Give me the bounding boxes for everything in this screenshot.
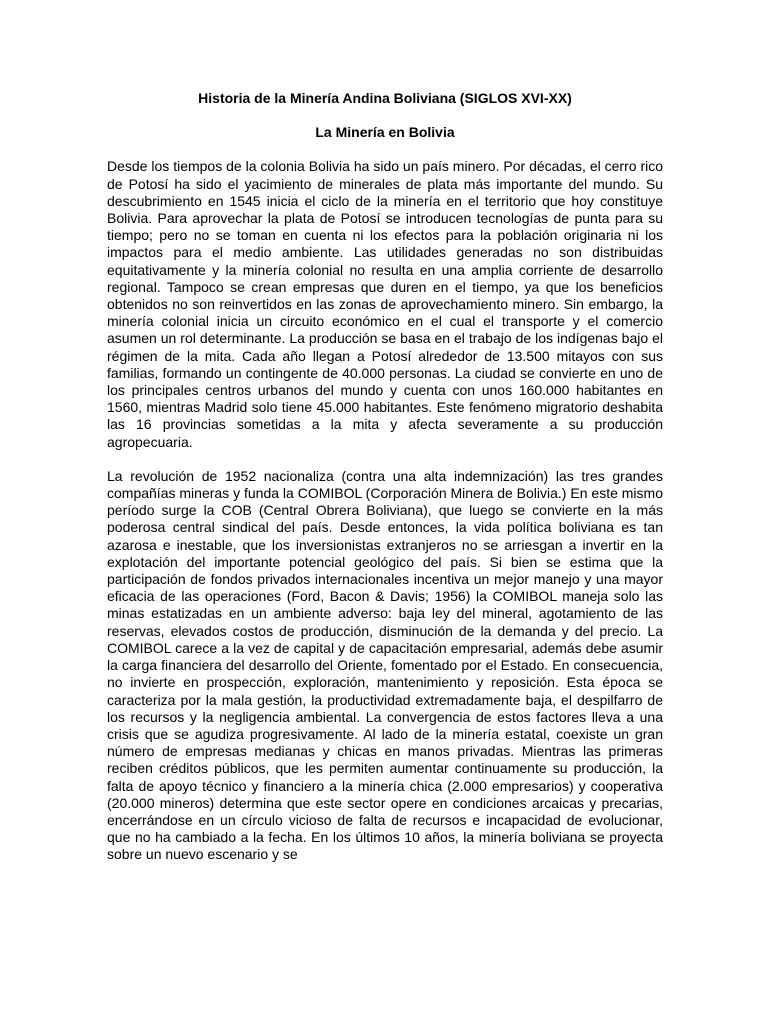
document-subtitle: La Minería en Bolivia (315, 124, 455, 141)
document-title: Historia de la Minería Andina Boliviana (SIGLOS XVI-XX) (198, 90, 572, 106)
document-body (107, 85, 663, 864)
paragraph-revolution-1952: La revolución de 1952 nacionaliza (contra una alta indemnización) las tres grandes compañías mineras y funda la COMIBOL (Corporación Minera de Bolivia.) En este mismo período surge la COB (Central Obrera Boliviana), que luego se convierte en la más poderosa central sindical del país. Desde entonces, la vida política boliviana es tan azarosa e inestable, que los inversionistas extranjeros no se arriesgan a invertir en la explotación del importante potencial geológico del país. Si bien se estima que la participación de fondos privados internacionales incentiva un mejor manejo y una mayor eficacia de las operaciones (Ford, Bacon & Davis; 1956) la COMIBOL maneja solo las minas estatizadas en un ambiente adverso: baja ley del mineral, agotamiento de las reservas, elevados costos de producción, disminución de la demanda y del precio. La COMIBOL carece a la vez de capital y de capacitación empresarial, además debe asumir la carga financiera del desarrollo del Oriente, fomentado por el Estado. En consecuencia, no invierte en prospección, exploración, mantenimiento y reposición. Esta época se caracteriza por la mala gestión, la productividad extremadamente baja, el despilfarro de los recursos y la negligencia ambiental. La convergencia de estos factores lleva a una crisis que se agudiza progresivamente. Al lado de la minería estatal, coexiste un gran número de empresas medianas y chicas en manos privadas. Mientras las primeras reciben créditos públicos, que les permiten aumentar continuamente su producción, la falta de apoyo técnico y financiero a la minería chica (2.000 empresarios) y cooperativa (20.000 mineros) determina que este sector opere en condiciones arcaicas y precarias, encerrándose en un círculo vicioso de falta de recursos e incapacidad de evolucionar, que no ha cambiado a la fecha. En los últimos 10 años, la minería boliviana se proyecta sobre un nuevo escenario y se (107, 467, 663, 863)
paragraph-colonial-mining: Desde los tiempos de la colonia Bolivia ha sido un país minero. Por décadas, el cerro rico de Potosí ha sido el yacimiento de minerales de plata más importante del mundo. Su descubrimiento en 1545 inicia el ciclo de la minería en el territorio que hoy constituye Bolivia. Para aprovechar la plata de Potosí se introducen tecnologías de punta para su tiempo; pero no se toman en cuenta ni los efectos para la población originaria ni los impactos para el medio ambiente. Las utilidades generadas no son distribuidas equitativamente y la minería colonial no resulta en una amplia corriente de desarrollo regional. Tampoco se crean empresas que duren en el tiempo, ya que los beneficios obtenidos no son reinvertidos en las zonas de aprovechamiento minero. Sin embargo, la minería colonial inicia un circuito económico en el cual el transporte y el comercio asumen un rol determinante. La producción se basa en el trabajo de los indígenas bajo el régimen de la mita. Cada año llegan a Potosí alrededor de 13.500 mitayos con sus familias, formando un contingente de 40.000 personas. La ciudad se convierte en uno de los principales centros urbanos del mundo y cuenta con unos 160.000 habitantes en 1560, mientras Madrid solo tiene 45.000 habitantes. Este fenómeno migratorio deshabita las 16 provincias sometidas a la mita y afecta severamente a su producción agropecuaria. (107, 158, 663, 450)
